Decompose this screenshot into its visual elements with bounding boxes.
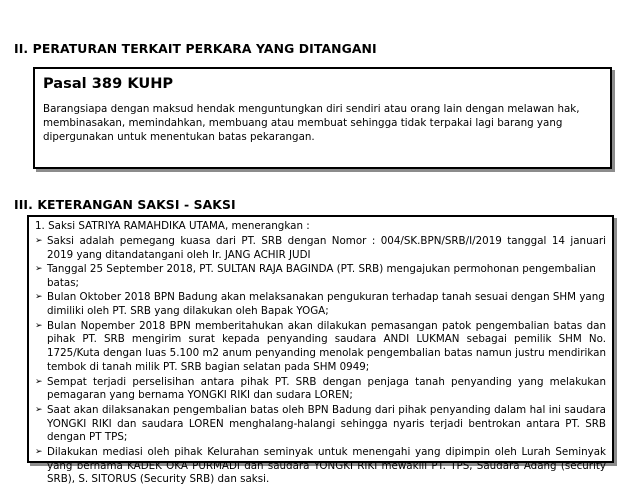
list-item-text: Bulan Nopember 2018 BPN memberitahukan akan dilakukan pemasangan patok pengembalian batas dan pihak PT. SRB mengirim surat kepada penyanding saudara ANDI LUKMAN sebagai pemilik SHM No. 1725/Kuta dengan luas 5.100 m2 anum penyanding menolak pengembalian batas namun justru mendirikan tembok di tanah milik PT. SRB bagian selatan pada SHM 0949;: [47, 319, 606, 374]
witness-intro: 1. Saksi SATRIYA RAMAHDIKA UTAMA, menerangkan :: [35, 220, 310, 232]
arrow-bullet-icon: ➢: [35, 376, 43, 387]
list-item-text: Dilakukan mediasi oleh pihak Kelurahan seminyak untuk menengahi yang dipimpin oleh Lurah Seminyak yang bernama KADEK OKA PURMADI dan saudara YONGKI RIKI mewakili PT. TPS, Saudara Adang (security SRB), S. SITORUS (Security SRB) dan saksi.: [47, 445, 606, 486]
list-item: [35, 291, 606, 319]
list-item-text: Saksi adalah pemegang kuasa dari PT. SRB dengan Nomor : 004/SK.BPN/SRB/I/2019 tanggal 14 januari 2019 yang ditandatangani oleh Ir. JANG ACHIR JUDI: [47, 234, 606, 261]
pasal-title: Pasal 389 KUHP: [43, 75, 174, 92]
pasal-box: [33, 67, 612, 169]
list-item: [35, 404, 606, 445]
list-item-text: Bulan Oktober 2018 BPN Badung akan melaksanakan pengukuran terhadap tanah sesuai dengan SHM yang dimiliki oleh PT. SRB yang dilakukan oleh Bapak YOGA;: [47, 291, 605, 318]
list-item-text: Saat akan dilaksanakan pengembalian batas oleh BPN Badung dari pihak penyanding dalam hal ini saudara YONGKI RIKI dan saudara LOREN menghalang-halangi sehingga nyaris terjadi bentrokan antara PT. SRB dengan PT TPS;: [47, 403, 606, 444]
arrow-bullet-icon: ➢: [35, 446, 43, 457]
list-item: [35, 320, 606, 375]
arrow-bullet-icon: ➢: [35, 320, 43, 331]
section-2-heading: II. PERATURAN TERKAIT PERKARA YANG DITANGANI: [14, 41, 377, 56]
pasal-text: Barangsiapa dengan maksud hendak menguntungkan diri sendiri atau orang lain dengan melawan hak, membinasakan, memindahkan, membuang atau membuat sehingga tidak terpakai lagi barang yang dipergunakan untuk menentukan batas pekarangan.: [43, 103, 580, 144]
arrow-bullet-icon: ➢: [35, 235, 43, 246]
arrow-bullet-icon: ➢: [35, 292, 43, 303]
witness-statement-list: [35, 235, 606, 487]
list-item-text: Sempat terjadi perselisihan antara pihak PT. SRB dengan penjaga tanah penyanding yang melakukan pemagaran yang bernama YONGKI RIKI dan sudara LOREN;: [47, 375, 606, 402]
list-item-text: Tanggal 25 September 2018, PT. SULTAN RAJA BAGINDA (PT. SRB) mengajukan permohonan pengembalian batas;: [47, 263, 596, 289]
arrow-bullet-icon: ➢: [35, 264, 43, 275]
list-item: [35, 235, 606, 263]
section-3-heading: III. KETERANGAN SAKSI - SAKSI: [14, 197, 236, 212]
arrow-bullet-icon: ➢: [35, 404, 43, 415]
list-item: [35, 446, 606, 487]
list-item: [35, 263, 606, 291]
list-item: [35, 376, 606, 404]
witness-box: [27, 215, 614, 486]
